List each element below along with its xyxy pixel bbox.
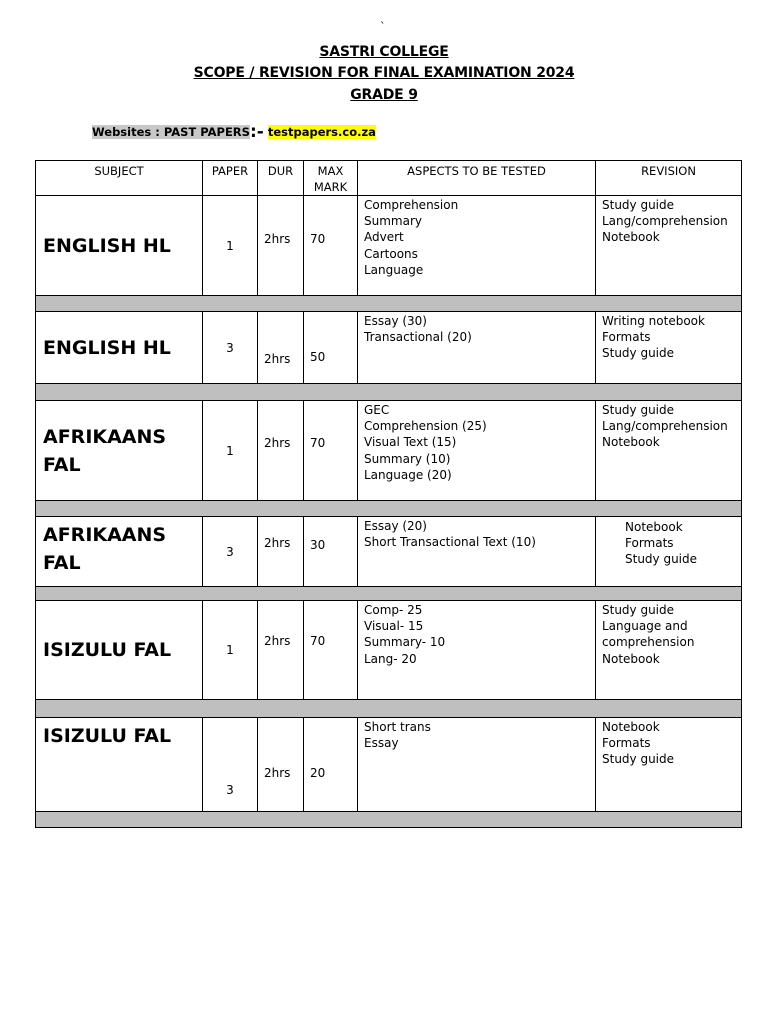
- max-mark-cell: [304, 401, 358, 501]
- aspect-item: Comp- 25: [364, 603, 423, 617]
- revision-item: Notebook: [602, 651, 660, 666]
- max-mark-cell: [304, 601, 358, 700]
- aspects-cell: [358, 196, 596, 296]
- aspect-item: Summary: [364, 214, 422, 229]
- max-mark-value: 70: [310, 436, 326, 450]
- paper-number: 3: [226, 783, 234, 797]
- subject-name: AFRIKAANS: [43, 425, 167, 448]
- revision-item: Notebook: [602, 435, 660, 450]
- table-row: [36, 517, 742, 587]
- revision-item: Language and: [602, 619, 688, 634]
- aspects-cell: [358, 312, 596, 384]
- aspect-item: Language: [364, 262, 424, 277]
- max-mark-value: 50: [310, 350, 326, 364]
- paper-cell: [203, 517, 258, 587]
- website-link[interactable]: testpapers.co.za: [267, 125, 376, 139]
- subject-name: ENGLISH HL: [43, 336, 171, 359]
- revision-cell: [596, 312, 742, 384]
- max-mark-value: 70: [310, 232, 326, 246]
- subject-name: ISIZULU FAL: [43, 725, 172, 747]
- separator-cell: [36, 384, 742, 401]
- duration-value: 2hrs: [264, 352, 291, 366]
- revision-item: Writing notebook: [602, 314, 705, 328]
- aspect-item: Essay (30): [364, 314, 427, 328]
- table-row: [36, 718, 742, 812]
- aspect-item: Visual Text (15): [364, 435, 457, 450]
- revision-cell: [596, 601, 742, 700]
- revision-item: Notebook: [602, 720, 660, 734]
- table-row: [36, 401, 742, 501]
- paper-number: 1: [226, 643, 234, 657]
- separator-cell: [36, 501, 742, 517]
- duration-cell: [258, 718, 304, 812]
- duration-value: 2hrs: [264, 536, 291, 550]
- table-body: [36, 196, 742, 828]
- max-mark-cell: [304, 718, 358, 812]
- revision-cell: [596, 517, 742, 587]
- table-row: [36, 312, 742, 384]
- document-title: SCOPE / REVISION FOR FINAL EXAMINATION 2024: [193, 65, 575, 81]
- aspect-item: Cartoons: [364, 246, 418, 261]
- separator-cell: [36, 812, 742, 828]
- revision-item: Study guide: [602, 752, 675, 767]
- aspects-cell: [358, 517, 596, 587]
- subject-cell: [36, 601, 203, 700]
- revision-cell: [596, 196, 742, 296]
- duration-value: 2hrs: [264, 766, 291, 780]
- header-subject: SUBJECT: [36, 161, 203, 196]
- revision-item: Formats: [602, 330, 651, 345]
- max-mark-value: 30: [310, 538, 326, 552]
- duration-cell: [258, 196, 304, 296]
- duration-cell: [258, 601, 304, 700]
- aspect-item: GEC: [364, 403, 390, 417]
- aspects-cell: [358, 601, 596, 700]
- table-row: [36, 601, 742, 700]
- grade-label: GRADE 9: [350, 87, 418, 103]
- subject-name-level: FAL: [43, 552, 81, 574]
- aspect-item: Visual- 15: [364, 619, 424, 634]
- revision-item: Study guide: [602, 198, 675, 212]
- max-mark-cell: [304, 517, 358, 587]
- revision-item: Formats: [602, 736, 651, 751]
- revision-item: Study guide: [602, 346, 675, 361]
- separator-cell: [36, 296, 742, 312]
- aspect-item: Essay (20): [364, 519, 427, 533]
- revision-cell: [596, 401, 742, 501]
- duration-cell: [258, 517, 304, 587]
- table-header-row: [36, 161, 742, 196]
- school-name: SASTRI COLLEGE: [319, 44, 449, 60]
- aspects-cell: [358, 401, 596, 501]
- header-max-mark-line2: MARK: [313, 180, 348, 194]
- paper-cell: [203, 401, 258, 501]
- aspect-item: Short Transactional Text (10): [364, 535, 536, 550]
- revision-item: Formats: [625, 536, 674, 551]
- aspects-cell: [358, 718, 596, 812]
- separator-row: [36, 587, 742, 601]
- stray-mark: `: [380, 20, 386, 33]
- aspect-item: Advert: [364, 230, 404, 245]
- header-aspects: ASPECTS TO BE TESTED: [358, 161, 596, 196]
- websites-separator: :-: [249, 122, 264, 142]
- header-revision: REVISION: [596, 161, 742, 196]
- paper-cell: [203, 718, 258, 812]
- header-paper: PAPER: [203, 161, 258, 196]
- subject-name: ISIZULU FAL: [43, 639, 172, 661]
- scope-table: [35, 160, 742, 828]
- revision-item: Notebook: [625, 520, 683, 534]
- duration-cell: [258, 401, 304, 501]
- separator-row: [36, 700, 742, 718]
- subject-name-level: FAL: [43, 453, 81, 476]
- header-dur: DUR: [258, 161, 304, 196]
- subject-cell: [36, 401, 203, 501]
- aspect-item: Transactional (20): [364, 330, 472, 345]
- subject-cell: [36, 517, 203, 587]
- paper-number: 3: [226, 544, 234, 559]
- revision-item: Lang/comprehension: [602, 214, 728, 229]
- websites-line: [92, 122, 376, 142]
- max-mark-value: 70: [310, 634, 326, 648]
- paper-cell: [203, 601, 258, 700]
- paper-number: 1: [226, 443, 234, 458]
- header-max-mark: [304, 161, 358, 196]
- revision-cell: [596, 718, 742, 812]
- websites-label: Websites : PAST PAPERS: [92, 125, 250, 139]
- duration-value: 2hrs: [264, 634, 291, 648]
- aspect-item: Comprehension (25): [364, 419, 487, 434]
- subject-name: AFRIKAANS: [43, 524, 167, 546]
- separator-cell: [36, 587, 742, 601]
- revision-item: Study guide: [602, 403, 675, 417]
- revision-item: Notebook: [602, 230, 660, 245]
- aspect-item: Essay: [364, 736, 399, 751]
- aspect-item: Lang- 20: [364, 651, 417, 666]
- separator-cell: [36, 700, 742, 718]
- max-mark-value: 20: [310, 766, 326, 780]
- aspect-item: Comprehension: [364, 198, 459, 212]
- max-mark-cell: [304, 312, 358, 384]
- max-mark-cell: [304, 196, 358, 296]
- aspect-item: Short trans: [364, 720, 431, 734]
- duration-value: 2hrs: [264, 232, 291, 246]
- paper-cell: [203, 196, 258, 296]
- table-row: [36, 196, 742, 296]
- revision-item: Lang/comprehension: [602, 419, 728, 434]
- separator-row: [36, 384, 742, 401]
- aspect-item: Language (20): [364, 467, 452, 482]
- subject-cell: [36, 312, 203, 384]
- subject-cell: [36, 196, 203, 296]
- header-max-mark-line1: MAX: [317, 164, 344, 178]
- aspect-item: Summary- 10: [364, 635, 446, 650]
- separator-row: [36, 501, 742, 517]
- duration-cell: [258, 312, 304, 384]
- revision-item: Study guide: [602, 603, 675, 617]
- separator-row: [36, 296, 742, 312]
- aspect-item: Summary (10): [364, 451, 451, 466]
- subject-cell: [36, 718, 203, 812]
- revision-item: comprehension: [602, 635, 695, 650]
- subject-name: ENGLISH HL: [43, 234, 171, 257]
- revision-item: Study guide: [625, 552, 698, 567]
- paper-number: 1: [226, 238, 234, 253]
- paper-cell: [203, 312, 258, 384]
- duration-value: 2hrs: [264, 436, 291, 450]
- separator-row: [36, 812, 742, 828]
- paper-number: 3: [226, 340, 234, 355]
